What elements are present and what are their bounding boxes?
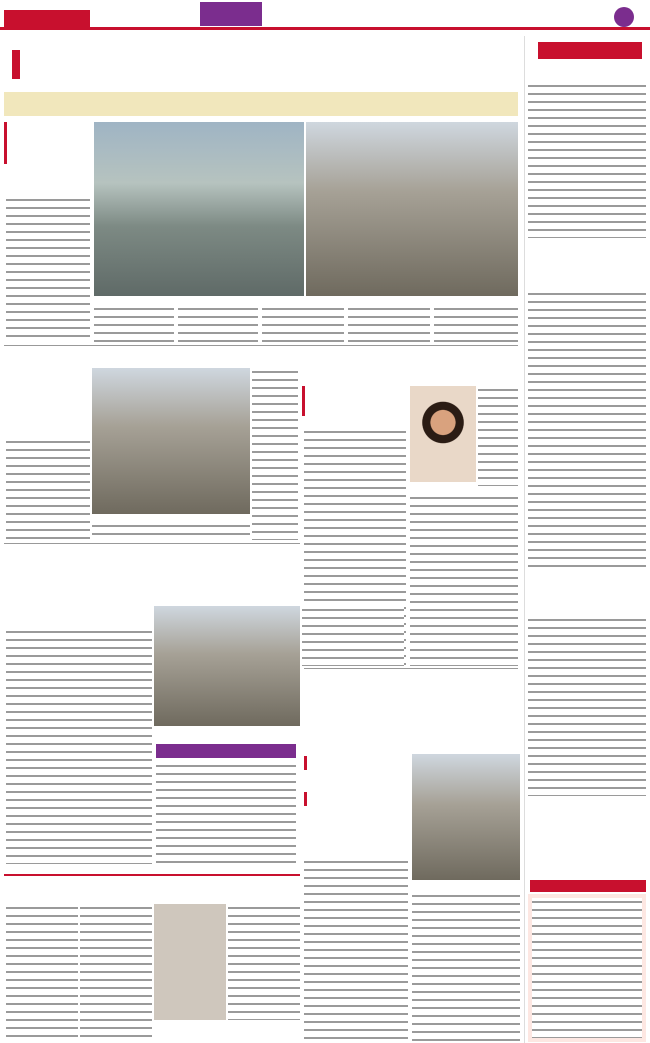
quick-read-col-1 (528, 82, 646, 238)
sang-col-1 (6, 904, 78, 1042)
lead-headline-highlight (12, 50, 20, 79)
newspaper-logo (4, 10, 90, 27)
artist-col-3 (410, 494, 518, 666)
farmers-col-1 (6, 438, 90, 540)
divider (4, 345, 518, 346)
quick-read-title (538, 42, 642, 59)
land-photo (154, 606, 300, 726)
lead-headline (12, 44, 520, 86)
why-col (532, 898, 642, 1038)
divider (4, 543, 300, 544)
section-tag (200, 2, 262, 26)
artist-bullet-marker (302, 386, 305, 416)
lead-subhead (4, 92, 518, 116)
quick-read-col-3 (528, 616, 646, 796)
why-title (530, 880, 646, 892)
poles-col-1 (304, 858, 408, 1043)
divider (4, 874, 300, 876)
lead-bullet-marker (4, 122, 7, 164)
sang-col-2 (80, 904, 152, 1042)
land-col-1 (6, 628, 152, 864)
lead-col-7 (434, 305, 518, 342)
page-header (0, 0, 650, 30)
farmers-photo (92, 368, 250, 514)
quote-col (302, 606, 404, 666)
poles-bullet-marker-2 (304, 792, 307, 806)
lead-col-1 (6, 196, 90, 342)
poles-col-2 (412, 892, 520, 1043)
artist-photo (410, 386, 476, 482)
poles-photo (412, 754, 520, 880)
farmers-col-3 (92, 522, 250, 540)
quick-read-col-2 (528, 290, 646, 570)
poles-bullet-marker-1 (304, 756, 307, 770)
land-col-2 (156, 762, 296, 864)
lead-col-6 (348, 305, 430, 342)
farmers-col-2 (252, 368, 298, 540)
sang-photo (154, 904, 226, 1020)
sang-col-3 (228, 904, 300, 1020)
divider (304, 668, 518, 669)
lead-col-2 (94, 305, 174, 342)
land-subbox-title (156, 744, 296, 758)
lead-col-3 (178, 305, 258, 342)
page-number (614, 7, 634, 27)
lead-photo-flood (306, 122, 518, 296)
lead-col-4 (262, 305, 344, 342)
artist-col-2 (478, 386, 518, 486)
lead-photo-street (94, 122, 304, 296)
